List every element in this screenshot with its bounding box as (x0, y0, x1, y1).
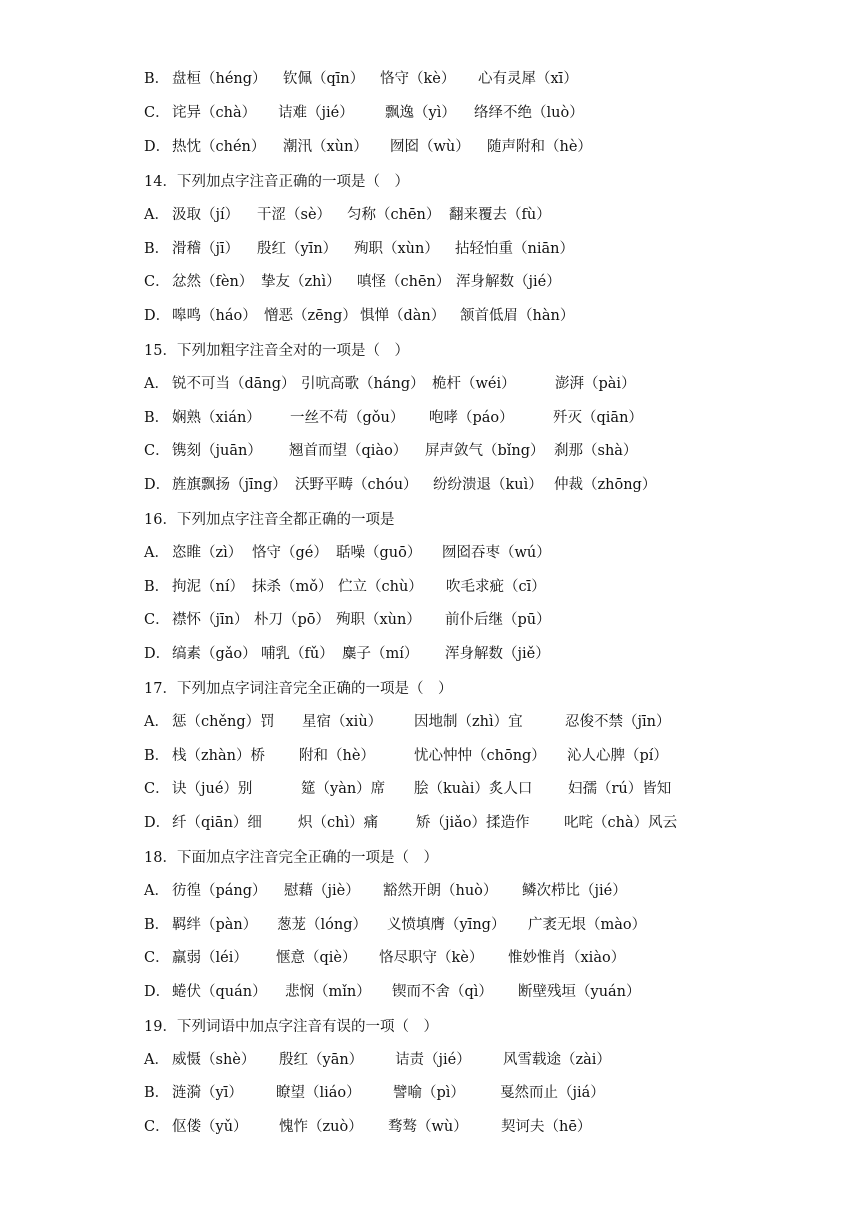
pinyin-word: 屏声敛气（bǐng） (425, 443, 545, 459)
pinyin-word: 麋子（mí） (342, 646, 419, 662)
pinyin-word: 矫（jiǎo）揉造作 (416, 815, 530, 831)
pinyin-word: 汲取（jí） (172, 207, 240, 223)
pinyin-word: 蜷伏（quán） (172, 984, 267, 1000)
option-label: D． (144, 984, 171, 1000)
answer-option (0, 778, 860, 800)
pinyin-word: 咆哮（páo） (429, 410, 514, 426)
pinyin-word: 干涩（sè） (257, 207, 332, 223)
pinyin-word: 浑身解数（jié） (456, 274, 561, 290)
option-label: B． (144, 748, 170, 764)
pinyin-word: 心有灵犀（xī） (478, 71, 578, 87)
option-label: C． (144, 274, 170, 290)
pinyin-word: 浑身解数（jiě） (445, 646, 550, 662)
pinyin-word: 鳞次栉比（jié） (522, 883, 627, 899)
answer-option (0, 914, 860, 936)
pinyin-word: 脍（kuài）炙人口 (414, 781, 533, 797)
pinyin-word: 附和（hè） (299, 748, 375, 764)
pinyin-word: 钦佩（qīn） (283, 71, 365, 87)
pinyin-word: 歼灭（qiān） (553, 410, 643, 426)
pinyin-word: 羸弱（léi） (172, 950, 248, 966)
option-label: A． (144, 207, 169, 223)
option-label: A． (144, 883, 169, 899)
answer-option (0, 440, 860, 462)
pinyin-word: 因地制（zhì）宜 (414, 714, 523, 730)
pinyin-word: 叱咤（chà）风云 (564, 815, 678, 831)
option-label: B． (144, 579, 170, 595)
answer-option (0, 880, 860, 902)
pinyin-word: 诘难（jié） (278, 105, 354, 121)
answer-option (0, 1082, 860, 1104)
answer-option (0, 407, 860, 429)
pinyin-word: 翻来覆去（fù） (449, 207, 551, 223)
pinyin-word: 义愤填膺（yīng） (387, 917, 506, 933)
pinyin-word: 伛偻（yǔ） (172, 1119, 248, 1135)
pinyin-word: 愧怍（zuò） (279, 1119, 363, 1135)
pinyin-word: 诧异（chà） (172, 105, 257, 121)
answer-option (0, 812, 860, 834)
option-label: C． (144, 781, 170, 797)
answer-option (0, 745, 860, 767)
pinyin-word: 忧心忡忡（chōng） (414, 748, 546, 764)
answer-option (0, 373, 860, 395)
pinyin-word: 星宿（xiù） (302, 714, 383, 730)
pinyin-word: 拘泥（ní） (172, 579, 244, 595)
pinyin-word: 豁然开朗（huò） (383, 883, 498, 899)
answer-option (0, 542, 860, 564)
pinyin-word: 嗥鸣（háo） (172, 308, 257, 324)
answer-option (0, 609, 860, 631)
answer-option (0, 305, 860, 327)
pinyin-word: 桅杆（wéi） (432, 376, 516, 392)
option-label: B． (144, 917, 170, 933)
pinyin-word: 悲悯（mǐn） (285, 984, 371, 1000)
pinyin-word: 刹那（shà） (554, 443, 638, 459)
option-label: C． (144, 443, 170, 459)
option-label: D． (144, 308, 171, 324)
answer-option (0, 271, 860, 293)
pinyin-word: 憎恶（zēng） (264, 308, 357, 324)
pinyin-word: 匀称（chēn） (347, 207, 441, 223)
answer-option (0, 1049, 860, 1071)
option-label: D． (144, 477, 171, 493)
pinyin-word: 前仆后继（pū） (445, 612, 551, 628)
pinyin-word: 惩（chěng）罚 (172, 714, 275, 730)
question-stem: 17．下列加点字词注音完全正确的一项是（ ） (144, 681, 453, 697)
pinyin-word: 妇孺（rú）皆知 (568, 781, 672, 797)
option-label: C． (144, 1119, 170, 1135)
pinyin-word: 嗔怪（chēn） (357, 274, 451, 290)
pinyin-word: 殷红（yīn） (257, 241, 338, 257)
pinyin-word: 炽（chì）痛 (298, 815, 379, 831)
pinyin-word: 聒噪（guō） (336, 545, 422, 561)
pinyin-word: 恣睢（zì） (172, 545, 243, 561)
pinyin-word: 涟漪（yī） (172, 1085, 243, 1101)
option-label: C． (144, 950, 170, 966)
question-stem: 18．下面加点字注音完全正确的一项是（ ） (144, 850, 438, 866)
pinyin-word: 瞭望（liáo） (276, 1085, 361, 1101)
option-label: A． (144, 1052, 169, 1068)
option-label: B． (144, 241, 170, 257)
answer-option (0, 981, 860, 1003)
question-stem: 19．下列词语中加点字注音有误的一项（ ） (144, 1019, 438, 1035)
pinyin-word: 络绎不绝（luò） (474, 105, 584, 121)
answer-option (0, 1116, 860, 1138)
answer-option (0, 204, 860, 226)
pinyin-word: 惬意（qiè） (276, 950, 357, 966)
answer-option (0, 947, 860, 969)
pinyin-word: 惟妙惟肖（xiào） (508, 950, 626, 966)
pinyin-word: 栈（zhàn）桥 (172, 748, 265, 764)
question-stem: 14．下列加点字注音正确的一项是（ ） (144, 174, 409, 190)
pinyin-word: 诀（jué）别 (172, 781, 253, 797)
pinyin-word: 殉职（xùn） (336, 612, 421, 628)
answer-option (0, 474, 860, 496)
pinyin-word: 纤（qiān）细 (172, 815, 262, 831)
pinyin-word: 恪尽职守（kè） (379, 950, 484, 966)
pinyin-word: 仲裁（zhōng） (554, 477, 657, 493)
pinyin-word: 譬喻（pì） (393, 1085, 465, 1101)
pinyin-word: 威慑（shè） (172, 1052, 256, 1068)
pinyin-word: 广袤无垠（mào） (528, 917, 647, 933)
pinyin-word: 潮汛（xùn） (283, 139, 368, 155)
pinyin-word: 筵（yàn）席 (301, 781, 386, 797)
option-label: A． (144, 714, 169, 730)
pinyin-word: 澎湃（pài） (555, 376, 636, 392)
pinyin-word: 殉职（xùn） (354, 241, 439, 257)
option-label: D． (144, 646, 171, 662)
pinyin-word: 恪守（gé） (252, 545, 328, 561)
question-stem: 16．下列加点字注音全都正确的一项是 (144, 512, 395, 528)
pinyin-word: 翘首而望（qiào） (289, 443, 408, 459)
option-label: A． (144, 376, 169, 392)
pinyin-word: 锐不可当（dāng） (172, 376, 296, 392)
option-label: C． (144, 105, 170, 121)
pinyin-word: 恪守（kè） (380, 71, 456, 87)
pinyin-word: 忿然（fèn） (172, 274, 254, 290)
pinyin-word: 挚友（zhì） (261, 274, 341, 290)
pinyin-word: 囫囵（wù） (390, 139, 470, 155)
pinyin-word: 吹毛求疵（cī） (446, 579, 546, 595)
answer-option (0, 68, 860, 90)
option-label: B． (144, 1085, 170, 1101)
pinyin-word: 镌刻（juān） (172, 443, 262, 459)
pinyin-word: 契诃夫（hē） (501, 1119, 592, 1135)
answer-option (0, 238, 860, 260)
option-label: D． (144, 139, 171, 155)
pinyin-word: 拈轻怕重（niān） (455, 241, 574, 257)
pinyin-word: 伫立（chù） (338, 579, 423, 595)
option-label: A． (144, 545, 169, 561)
pinyin-word: 戛然而止（jiá） (500, 1085, 605, 1101)
answer-option (0, 576, 860, 598)
pinyin-word: 忍俊不禁（jīn） (565, 714, 671, 730)
answer-option (0, 136, 860, 158)
pinyin-word: 哺乳（fǔ） (261, 646, 334, 662)
pinyin-word: 骛骜（wù） (388, 1119, 468, 1135)
pinyin-word: 襟怀（jīn） (172, 612, 249, 628)
answer-option (0, 711, 860, 733)
pinyin-word: 抹杀（mǒ） (252, 579, 333, 595)
option-label: B． (144, 410, 170, 426)
option-label: B． (144, 71, 170, 87)
option-label: C． (144, 612, 170, 628)
pinyin-word: 随声附和（hè） (487, 139, 592, 155)
pinyin-word: 一丝不苟（gǒu） (290, 410, 405, 426)
answer-option (0, 102, 860, 124)
pinyin-word: 纷纷溃退（kuì） (433, 477, 543, 493)
pinyin-word: 风雪载途（zài） (503, 1052, 611, 1068)
pinyin-word: 断壁残垣（yuán） (518, 984, 641, 1000)
pinyin-word: 朴刀（pō） (254, 612, 331, 628)
pinyin-word: 沃野平畴（chóu） (295, 477, 418, 493)
pinyin-word: 娴熟（xián） (172, 410, 261, 426)
pinyin-word: 彷徨（páng） (172, 883, 267, 899)
pinyin-word: 诘责（jié） (395, 1052, 471, 1068)
pinyin-word: 滑稽（jī） (172, 241, 240, 257)
pinyin-word: 飘逸（yì） (385, 105, 456, 121)
pinyin-word: 殷红（yān） (279, 1052, 364, 1068)
pinyin-word: 囫囵吞枣（wú） (442, 545, 551, 561)
pinyin-word: 惧惮（dàn） (360, 308, 446, 324)
pinyin-word: 慰藉（jiè） (284, 883, 360, 899)
question-stem: 15．下列加粗字注音全对的一项是（ ） (144, 343, 409, 359)
pinyin-word: 旌旗飘扬（jīng） (172, 477, 287, 493)
pinyin-word: 羁绊（pàn） (172, 917, 258, 933)
pinyin-word: 引吭高歌（háng） (301, 376, 425, 392)
pinyin-word: 颔首低眉（hàn） (460, 308, 575, 324)
pinyin-word: 盘桓（héng） (172, 71, 267, 87)
pinyin-word: 葱茏（lóng） (277, 917, 367, 933)
pinyin-word: 锲而不舍（qì） (392, 984, 493, 1000)
pinyin-word: 热忱（chén） (172, 139, 266, 155)
answer-option (0, 643, 860, 665)
option-label: D． (144, 815, 171, 831)
pinyin-word: 沁人心脾（pí） (567, 748, 668, 764)
pinyin-word: 缟素（gǎo） (172, 646, 257, 662)
